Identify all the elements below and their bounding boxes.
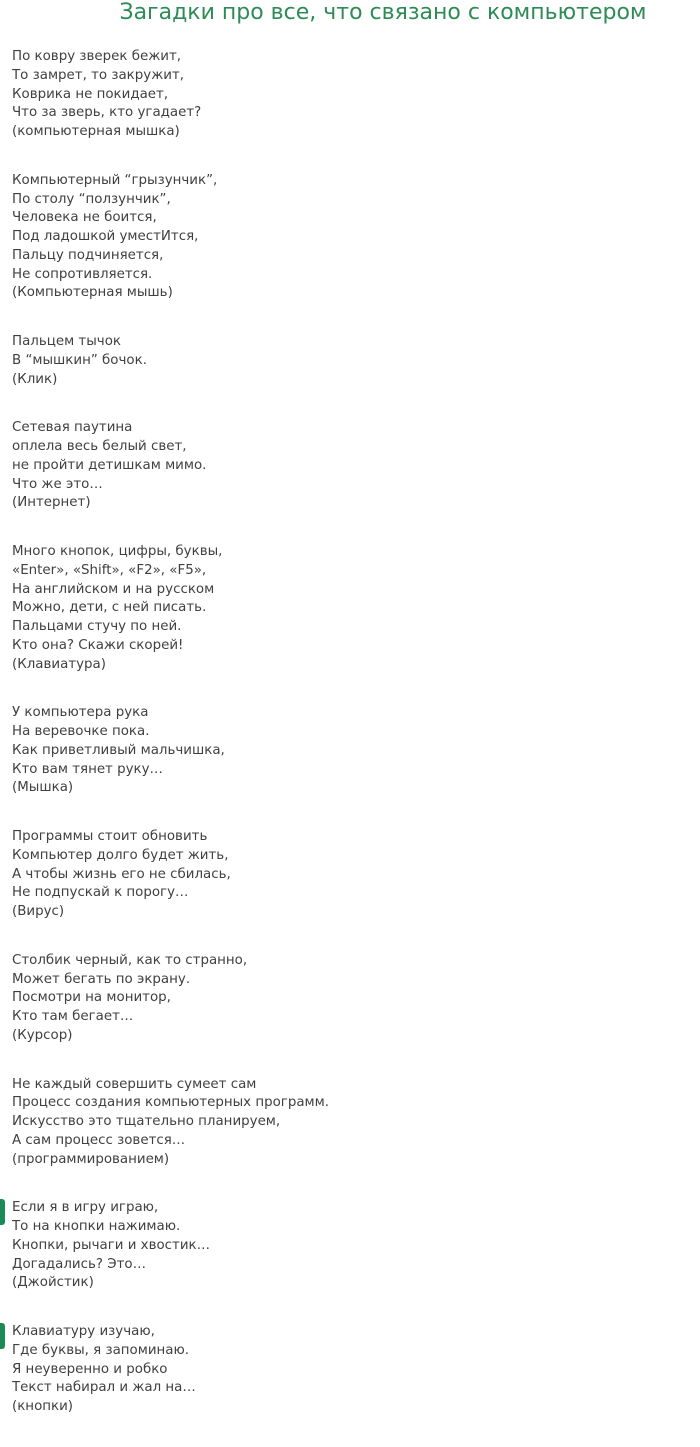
riddle-line: оплела весь белый свет, <box>12 439 187 454</box>
riddle-line: У компьютера рука <box>12 705 149 721</box>
riddle-line: Кнопки, рычаги и хвостик… <box>12 1237 211 1253</box>
riddle-line: Что за зверь, кто угадает? <box>12 105 202 121</box>
riddle-line: Если я в игру играю, <box>12 1200 159 1216</box>
riddle-line: «Enter», «Shift», «F2», «F5», <box>12 562 207 578</box>
riddle-answer: (Клавиатура) <box>12 656 106 672</box>
riddle-7 <box>12 828 692 922</box>
riddle-marker <box>0 1199 5 1225</box>
riddle-answer: (кнопки) <box>12 1399 74 1414</box>
riddle-line: Клавиатуру изучаю, <box>12 1324 155 1339</box>
riddle-line: Искусство это тщательно планируем, <box>12 1114 281 1129</box>
riddle-answer: (Интернет) <box>12 495 91 511</box>
riddle-1 <box>12 48 692 142</box>
riddle-line: Под ладошкой уместИтся, <box>12 229 199 244</box>
riddle-answer: (Клик) <box>12 371 58 387</box>
riddle-line: Пальцами стучу по ней. <box>12 619 182 634</box>
riddle-line: Компьютер долго будет жить, <box>12 847 229 863</box>
riddle-line: Догадались? Это… <box>12 1256 146 1272</box>
riddle-line: То замрет, то закружит, <box>12 67 185 83</box>
riddle-line: Программы стоит обновить <box>12 829 208 844</box>
riddle-line: Текст набирал и жал на… <box>12 1380 196 1396</box>
riddle-answer: (компьютерная мышка) <box>12 124 180 139</box>
riddle-line: Как приветливый мальчишка, <box>12 742 225 758</box>
riddle-line: Сетевая паутина <box>12 420 133 436</box>
riddle-line: Коврика не покидает, <box>12 86 169 102</box>
riddle-line: Не каждый совершить сумеет сам <box>12 1076 257 1092</box>
riddle-line: Может бегать по экрану. <box>12 971 191 987</box>
riddle-3 <box>12 333 692 389</box>
riddle-line: Что же это… <box>12 476 103 492</box>
riddle-line: Пальцу подчиняется, <box>12 247 164 263</box>
riddle-line: А чтобы жизнь его не сбилась, <box>12 866 231 882</box>
riddle-line: не пройти детишкам мимо. <box>12 457 207 473</box>
riddle-8 <box>12 952 692 1046</box>
riddle-answer: (программированием) <box>12 1151 170 1167</box>
riddle-line: По ковру зверек бежит, <box>12 49 182 64</box>
riddle-answer: (Джойстик) <box>12 1275 94 1291</box>
riddle-line: То на кнопки нажимаю. <box>12 1219 181 1234</box>
riddle-answer: (Мышка) <box>12 780 74 796</box>
riddle-line: На веревочке пока. <box>12 724 150 739</box>
riddle-line: Человека не боится, <box>12 210 157 226</box>
riddle-list <box>12 48 692 1447</box>
riddle-line: По столу “ползунчик”, <box>12 191 171 207</box>
riddle-line: Не подпускай к порогу… <box>12 885 189 901</box>
riddle-9 <box>12 1076 692 1170</box>
riddle-line: Посмотри на монитор, <box>12 990 171 1006</box>
riddle-line: Компьютерный “грызунчик”, <box>12 172 218 188</box>
riddle-line: Где буквы, я запоминаю. <box>12 1342 190 1358</box>
riddle-11 <box>12 1323 692 1417</box>
riddle-line: На английском и на русском <box>12 581 215 597</box>
riddle-5 <box>12 543 692 674</box>
page-title: Загадки про все, что связано с компьютером <box>119 0 647 25</box>
riddle-line: Можно, дети, с ней писать. <box>12 600 207 616</box>
riddle-marker <box>0 1323 5 1349</box>
riddle-line: Процесс создания компьютерных программ. <box>12 1095 330 1111</box>
riddle-line: Кто она? Скажи скорей! <box>12 637 184 653</box>
riddle-line: Пальцем тычок <box>12 334 122 349</box>
riddle-line: Кто там бегает… <box>12 1009 134 1024</box>
riddle-2 <box>12 172 692 303</box>
riddle-line: Столбик черный, как то странно, <box>12 952 248 968</box>
riddle-10 <box>12 1199 692 1293</box>
riddle-6 <box>12 704 692 798</box>
riddle-line: Я неуверенно и робко <box>12 1361 168 1377</box>
riddle-line: Не сопротивляется. <box>12 266 153 282</box>
riddle-answer: (Вирус) <box>12 904 65 919</box>
riddle-answer: (Компьютерная мышь) <box>12 285 173 301</box>
riddle-line: В “мышкин” бочок. <box>12 352 147 368</box>
riddle-answer: (Курсор) <box>12 1027 73 1043</box>
riddle-line: А сам процесс зовется… <box>12 1132 186 1148</box>
riddle-line: Много кнопок, цифры, буквы, <box>12 544 223 559</box>
riddle-4 <box>12 419 692 513</box>
riddle-line: Кто вам тянет руку… <box>12 761 163 777</box>
